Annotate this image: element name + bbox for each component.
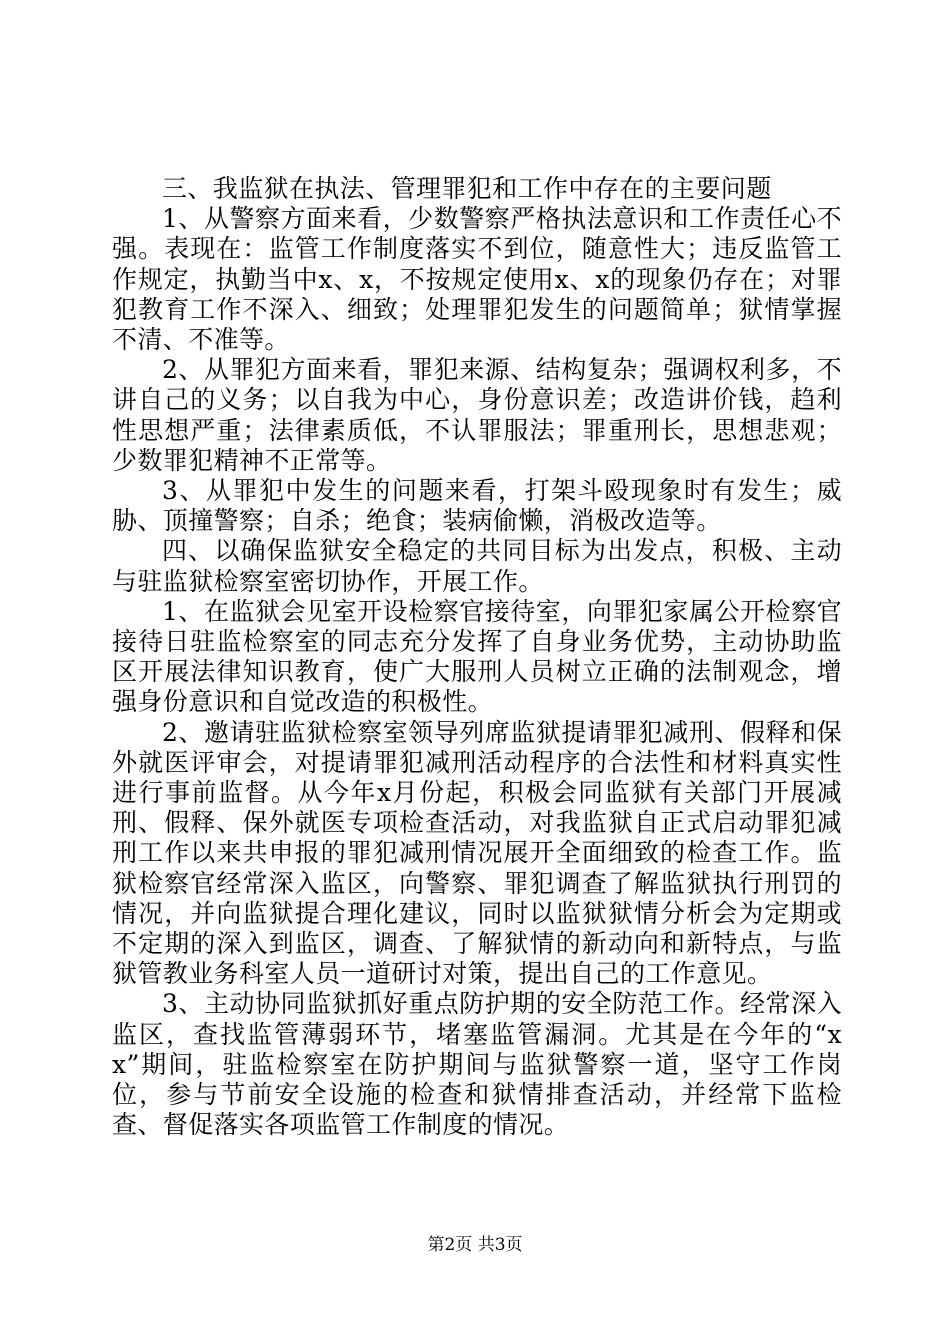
page-number-footer: 第2页 共3页 [427, 1235, 523, 1255]
paragraph-safety-prevention: 3、主动协同监狱抓好重点防护期的安全防范工作。经常深入监区，查找监管薄弱环节，堵塞监管漏洞。尤其是在今年的“xx”期间，驻监检察室在防护期间与监狱警察一道，坚守工作岗位，参与节前安全设施的检查和狱情排查活动，并经常下监检查、督促落实各项监管工作制度的情况。 [112, 989, 842, 1140]
paragraph-police-issues: 1、从警察方面来看，少数警察严格执法意识和工作责任心不强。表现在：监管工作制度落实不到位，随意性大；违反监管工作规定，执勤当中x、x，不按规定使用x、x的现象仍存在；对罪犯教育工作不深入、细致；处理罪犯发生的问题简单；狱情掌握不清、不准等。 [112, 204, 842, 355]
paragraph-inmate-issues: 2、从罪犯方面来看，罪犯来源、结构复杂；强调权利多，不讲自己的义务；以自我为中心，身份意识差；改造讲价钱，趋利性思想严重；法律素质低，不认罪服法；罪重刑长，思想悲观；少数罪犯精神不正常等。 [112, 355, 842, 475]
paragraph-incident-issues: 3、从罪犯中发生的问题来看，打架斗殴现象时有发生；威胁、顶撞警察；自杀；绝食；装病偷懒，消极改造等。 [112, 476, 842, 536]
paragraph-review-supervision: 2、邀请驻监狱检察室领导列席监狱提请罪犯减刑、假释和保外就医评审会，对提请罪犯减刑活动程序的合法性和材料真实性进行事前监督。从今年x月份起，积极会同监狱有关部门开展减刑、假释、保外就医专项检查活动，对我监狱自正式启动罪犯减刑工作以来共申报的罪犯减刑情况展开全面细致的检查工作。监狱检察官经常深入监区，向警察、罪犯调查了解监狱执行刑罚的情况，并向监狱提合理化建议，同时以监狱狱情分析会为定期或不定期的深入到监区，调查、了解狱情的新动向和新特点，与监狱管教业务科室人员一道研讨对策，提出自己的工作意见。 [112, 717, 842, 989]
section-heading-3: 三、我监狱在执法、管理罪犯和工作中存在的主要问题 [162, 174, 772, 203]
document-body [112, 174, 842, 1141]
section-heading-4: 四、以确保监狱安全稳定的共同目标为出发点，积极、主动与驻监狱检察室密切协作，开展工作。 [112, 536, 842, 596]
paragraph-reception-room: 1、在监狱会见室开设检察官接待室，向罪犯家属公开检察官接待日驻监检察室的同志充分发挥了自身业务优势，主动协助监区开展法律知识教育，使广大服刑人员树立正确的法制观念，增强身份意识和自觉改造的积极性。 [112, 596, 842, 717]
